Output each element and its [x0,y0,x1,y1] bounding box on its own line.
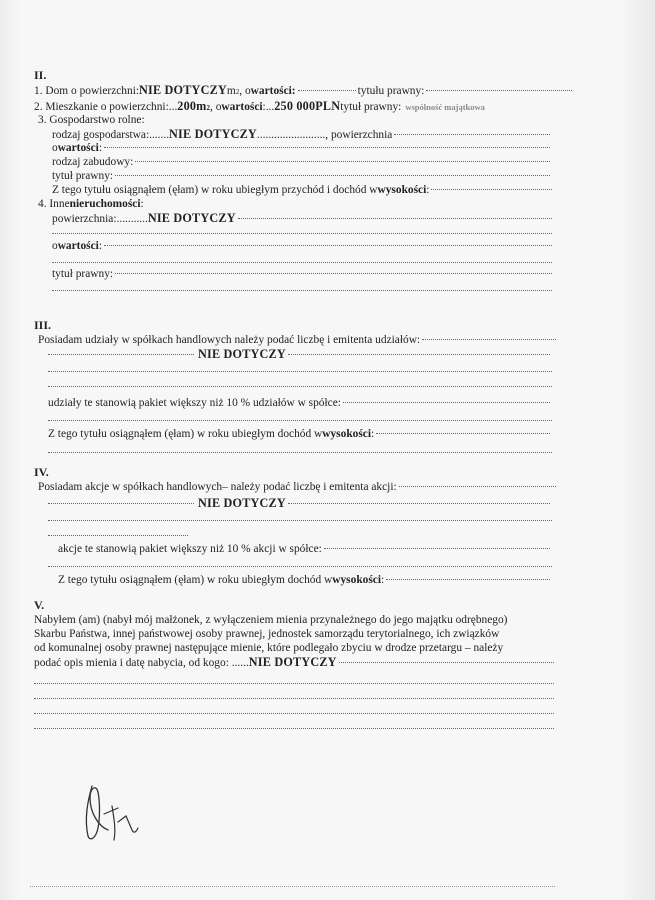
dotted-line [48,371,552,372]
dotted-line [48,386,552,387]
acquired-line-2: Skarbu Państwa, innej państwowej osoby prawnej, jednostek samorządu terytorialnego, ich związków [34,628,500,640]
acquired-line-4: podać opis mienia i datę nabycia, od kogo: ...... NIE DOTYCZY [34,656,556,670]
other-value-line: o wartości : [52,240,554,253]
stocks-line: Posiadam akcje w spółkach handlowych– należy podać liczbę i emitenta akcji: [38,481,558,494]
stocks-income-line: Z tego tytułu osiągnąłem (ęłam) w roku ubiegłym dochód w wysokości : [58,574,552,587]
dotted-line [34,728,554,729]
section-heading-iv: IV. [34,465,49,479]
dotted-line [48,535,188,536]
dotted-line [52,262,552,263]
stocks-package-line: akcje te stanowią pakiet większy niż 10 % akcji w spółce: [58,543,552,556]
shares-line: Posiadam udziały w spółkach handlowych należy podać liczbę i emitenta udziałów: [38,334,558,347]
bottom-dotted-rule [30,886,555,887]
farm-income-line: Z tego tytułu osiągnąłem (ęłam) w roku ubiegłym przychód i dochód w wysokości : [52,184,554,197]
shares-value-line: NIE DOTYCZY [48,348,552,361]
signature-icon [78,778,148,848]
section-heading-iii: III. [34,318,52,332]
dotted-line [48,452,552,453]
farm-value-line: o wartości : [52,142,552,155]
farm-line: 3. Gospodarstwo rolne: [38,114,145,126]
dotted-line [34,683,554,684]
dotted-line [34,698,554,699]
shares-package-line: udziały te stanowią pakiet większy niż 10 % udziałów w spółce: [48,397,552,410]
farm-buildings-line: rodzaj zabudowy: [52,156,552,169]
acquired-line-1: Nabyłem (am) (nabył mój małżonek, z wyłączeniem mienia przynależnego do jego majątku odrębnego) [34,614,508,626]
section-heading-ii: II. [34,68,47,82]
farm-title-line: tytuł prawny: [52,170,552,183]
dotted-line [52,233,552,234]
stocks-value-line: NIE DOTYCZY [48,497,552,510]
dotted-line [48,566,552,567]
apartment-line: 2. Mieszkanie o powierzchni:... 200m 2 , o wartości :... 250 000PLN tytuł prawny: wspólność majątkowa [34,100,485,113]
other-property-line: 4. Inne nieruchomości : [38,198,144,210]
shares-income-line: Z tego tytułu osiągnąłem (ęłam) w roku ubiegłym dochód w wysokości : [48,428,552,441]
dotted-line [48,420,552,421]
dotted-line [52,290,552,291]
dotted-line [34,713,554,714]
other-area-line: powierzchnia:........... NIE DOTYCZY [52,212,554,226]
section-heading-v: V. [34,598,45,612]
dotted-line [48,520,552,521]
farm-type-line: rodzaj gospodarstwa:....... NIE DOTYCZY ........................, powierzchnia [52,128,552,142]
house-line: 1. Dom o powierzchni: NIE DOTYCZY m 2 , o wartości: tytułu prawny: [34,84,574,99]
other-title-line: tytuł prawny: [52,268,554,281]
acquired-line-3: od komunalnej osoby prawnej następujące mienie, które podlegało zbyciu w drodze przetargu – należy [34,642,504,654]
